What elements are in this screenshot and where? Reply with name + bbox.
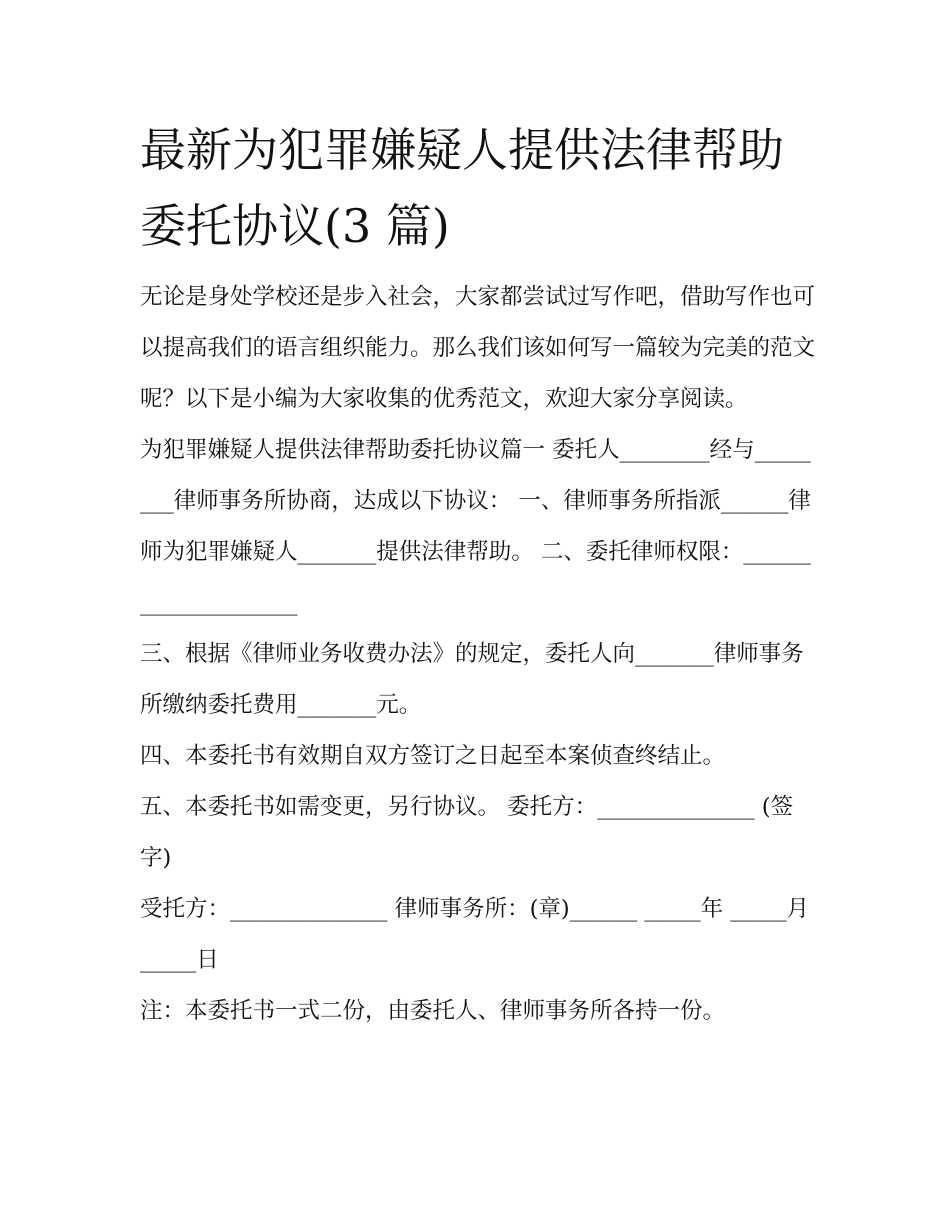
note-paragraph: 注：本委托书一式二份，由委托人、律师事务所各持一份。	[140, 998, 726, 1024]
document-title: 最新为犯罪嫌疑人提供法律帮助委托协议(3 篇)	[140, 123, 784, 253]
document-page	[140, 112, 820, 1037]
fee-clause-paragraph: 三、根据《律师业务收费办法》的规定，委托人向_______律师事务所缴纳委托费用_______元。	[140, 641, 804, 718]
validity-clause-paragraph: 四、本委托书有效期自双方签订之日起至本案侦查终结止。	[140, 743, 726, 769]
amendment-clause-paragraph: 五、本委托书如需变更，另行协议。 委托方：______________ (签字)	[140, 794, 794, 871]
agreement-opening-paragraph: 为犯罪嫌疑人提供法律帮助委托协议篇一 委托人________经与________律师事务所协商，达成以下协议： 一、律师事务所指派______律师为犯罪嫌疑人_______提供法律帮助。 二、委托律师权限：____________________	[140, 437, 811, 616]
intro-paragraph: 无论是身处学校还是步入社会，大家都尝试过写作吧，借助写作也可以提高我们的语言组织能力。那么我们该如何写一篇较为完美的范文呢？以下是小编为大家收集的优秀范文，欢迎大家分享阅读。	[140, 284, 816, 412]
signature-paragraph: 受托方：______________ 律师事务所：(章)______ _____年 _____月_____日	[140, 896, 810, 973]
